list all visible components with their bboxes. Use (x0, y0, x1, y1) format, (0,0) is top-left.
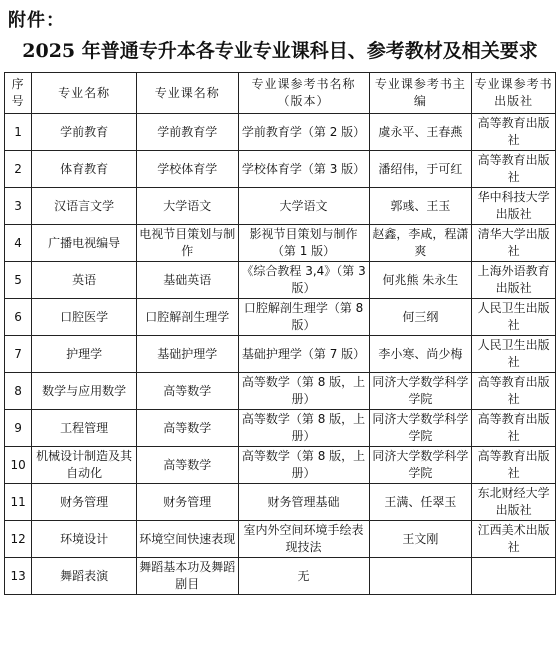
cell-editor: 同济大学数学科学学院 (369, 447, 472, 484)
cell-textbook: 财务管理基础 (238, 484, 369, 521)
cell-editor: 何三纲 (369, 299, 472, 336)
table-row (5, 373, 556, 410)
cell-course: 舞蹈基本功及舞蹈剧目 (136, 558, 238, 595)
cell-publisher: 高等教育出版社 (472, 114, 556, 151)
cell-major: 工程管理 (32, 410, 137, 447)
cell-editor: 王文刚 (369, 521, 472, 558)
cell-editor: 王满、任翠玉 (369, 484, 472, 521)
cell-publisher: 上海外语教育出版社 (472, 262, 556, 299)
cell-course: 口腔解剖生理学 (136, 299, 238, 336)
cell-major: 护理学 (32, 336, 137, 373)
cell-serial: 13 (5, 558, 32, 595)
cell-editor (369, 558, 472, 595)
cell-publisher: 人民卫生出版社 (472, 299, 556, 336)
cell-editor: 同济大学数学科学学院 (369, 410, 472, 447)
cell-editor: 虞永平、王春燕 (369, 114, 472, 151)
cell-serial: 9 (5, 410, 32, 447)
attachment-label: 附件： (8, 10, 65, 31)
cell-course: 基础英语 (136, 262, 238, 299)
cell-textbook: 无 (238, 558, 369, 595)
header-editor: 专业课参考书主编 (369, 73, 472, 114)
table-row (5, 299, 556, 336)
cell-publisher (472, 558, 556, 595)
cell-course: 学前教育学 (136, 114, 238, 151)
cell-major: 广播电视编导 (32, 225, 137, 262)
cell-editor: 潘绍伟，于可红 (369, 151, 472, 188)
cell-course: 环境空间快速表现 (136, 521, 238, 558)
cell-course: 高等数学 (136, 373, 238, 410)
table-row (5, 521, 556, 558)
table-row (5, 188, 556, 225)
header-course: 专业课名称 (136, 73, 238, 114)
table-row (5, 225, 556, 262)
header-major: 专业名称 (32, 73, 137, 114)
cell-course: 高等数学 (136, 447, 238, 484)
cell-serial: 5 (5, 262, 32, 299)
cell-textbook: 影视节目策划与制作（第 1 版） (238, 225, 369, 262)
table-row (5, 151, 556, 188)
cell-textbook: 《综合教程 3,4》（第 3 版） (238, 262, 369, 299)
cell-editor: 何兆熊 朱永生 (369, 262, 472, 299)
cell-serial: 11 (5, 484, 32, 521)
cell-serial: 12 (5, 521, 32, 558)
cell-publisher: 高等教育出版社 (472, 373, 556, 410)
header-serial: 序号 (5, 73, 32, 114)
cell-textbook: 高等数学（第 8 版，上册） (238, 410, 369, 447)
cell-editor: 李小寒、尚少梅 (369, 336, 472, 373)
cell-editor: 同济大学数学科学学院 (369, 373, 472, 410)
table-row (5, 336, 556, 373)
table-row (5, 262, 556, 299)
cell-serial: 10 (5, 447, 32, 484)
header-textbook: 专业课参考书名称（版本） (238, 73, 369, 114)
cell-textbook: 学校体育学（第 3 版） (238, 151, 369, 188)
cell-course: 电视节目策划与制作 (136, 225, 238, 262)
cell-publisher: 高等教育出版社 (472, 447, 556, 484)
cell-course: 财务管理 (136, 484, 238, 521)
table-row (5, 558, 556, 595)
cell-major: 英语 (32, 262, 137, 299)
table-row (5, 484, 556, 521)
cell-textbook: 室内外空间环境手绘表现技法 (238, 521, 369, 558)
cell-editor: 赵鑫，李咸，程潇爽 (369, 225, 472, 262)
cell-serial: 4 (5, 225, 32, 262)
cell-major: 汉语言文学 (32, 188, 137, 225)
cell-major: 舞蹈表演 (32, 558, 137, 595)
cell-major: 体育教育 (32, 151, 137, 188)
cell-major: 学前教育 (32, 114, 137, 151)
table-row (5, 114, 556, 151)
cell-major: 数学与应用数学 (32, 373, 137, 410)
cell-major: 口腔医学 (32, 299, 137, 336)
curriculum-table (4, 72, 556, 595)
table-header-row (5, 73, 556, 114)
cell-serial: 1 (5, 114, 32, 151)
cell-textbook: 基础护理学（第 7 版） (238, 336, 369, 373)
cell-serial: 7 (5, 336, 32, 373)
cell-textbook: 高等数学（第 8 版，上册） (238, 447, 369, 484)
cell-course: 学校体育学 (136, 151, 238, 188)
cell-course: 大学语文 (136, 188, 238, 225)
cell-textbook: 大学语文 (238, 188, 369, 225)
cell-course: 基础护理学 (136, 336, 238, 373)
cell-course: 高等数学 (136, 410, 238, 447)
cell-publisher: 东北财经大学出版社 (472, 484, 556, 521)
cell-textbook: 口腔解剖生理学（第 8 版） (238, 299, 369, 336)
document-title: 2025 年普通专升本各专业专业课科目、参考教材及相关要求 (22, 40, 538, 62)
table-row (5, 447, 556, 484)
cell-publisher: 高等教育出版社 (472, 151, 556, 188)
cell-major: 环境设计 (32, 521, 137, 558)
cell-editor: 郭彧、王玉 (369, 188, 472, 225)
cell-serial: 8 (5, 373, 32, 410)
cell-publisher: 江西美术出版社 (472, 521, 556, 558)
cell-major: 机械设计制造及其自动化 (32, 447, 137, 484)
cell-publisher: 高等教育出版社 (472, 410, 556, 447)
cell-textbook: 学前教育学（第 2 版） (238, 114, 369, 151)
cell-serial: 2 (5, 151, 32, 188)
cell-publisher: 清华大学出版社 (472, 225, 556, 262)
cell-publisher: 华中科技大学出版社 (472, 188, 556, 225)
table-row (5, 410, 556, 447)
cell-serial: 6 (5, 299, 32, 336)
cell-publisher: 人民卫生出版社 (472, 336, 556, 373)
cell-major: 财务管理 (32, 484, 137, 521)
header-publisher: 专业课参考书出版社 (472, 73, 556, 114)
cell-serial: 3 (5, 188, 32, 225)
cell-textbook: 高等数学（第 8 版，上册） (238, 373, 369, 410)
